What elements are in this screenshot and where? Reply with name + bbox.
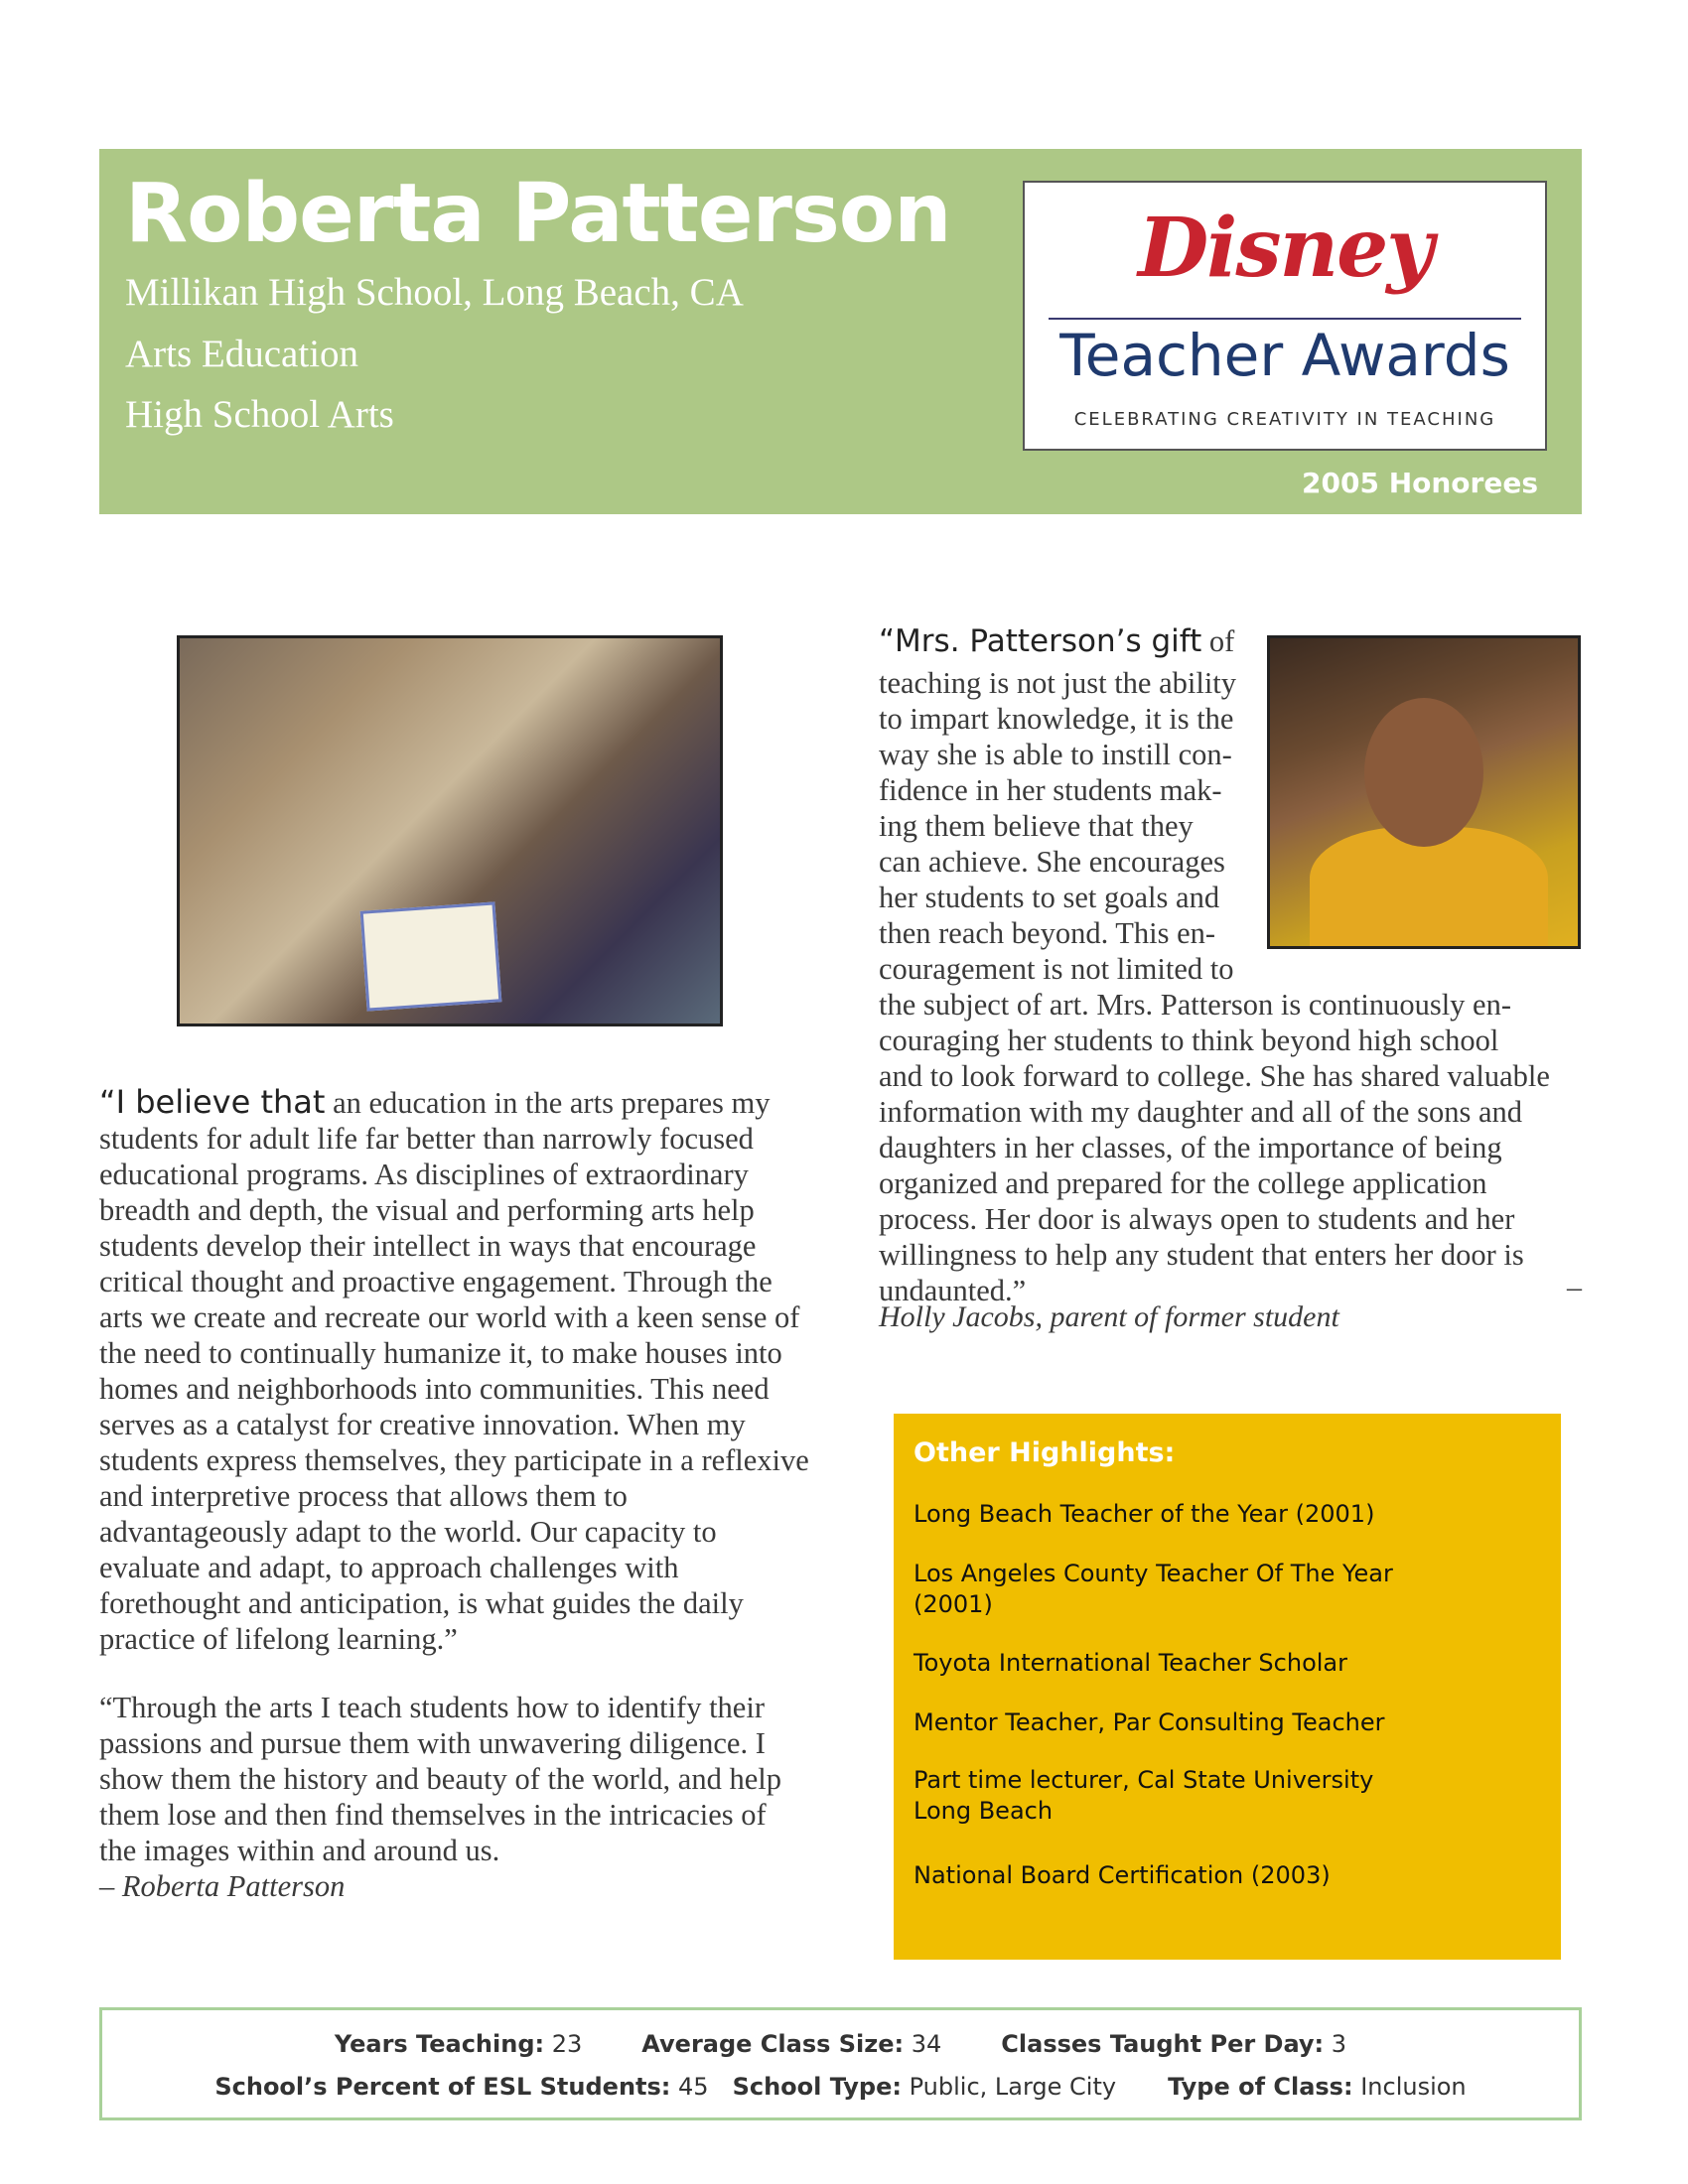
parent-quote-line: organized and prepared for the college application	[879, 1166, 1487, 1200]
teacher-name: Roberta Patterson	[125, 167, 951, 261]
parent-quote-line: then reach beyond. This en-	[879, 916, 1216, 950]
teacher-quote	[99, 1084, 809, 1657]
parent-quote-line: couragement is not limited to	[879, 952, 1234, 986]
classes-per-day-value: 3	[1331, 2030, 1347, 2058]
school-name: Millikan High School, Long Beach, CA	[125, 271, 744, 314]
esl-percent-value: 45	[678, 2073, 709, 2101]
teacher-quote-lead: “I believe that	[99, 1083, 326, 1121]
parent-quote-attribution: Holly Jacobs, parent of former student	[879, 1300, 1339, 1333]
parent-quote-line: couraging her students to think beyond high school	[879, 1024, 1499, 1057]
class-type-label: Type of Class:	[1168, 2073, 1353, 2101]
teacher-quote-text-2: “Through the arts I teach students how to identify their passions and pursue them with unwavering diligence. I show them the history and beauty of the world, and help them lose and then find themselves in the intricacies of the images within and around us.	[99, 1691, 781, 1867]
parent-quote-line	[879, 623, 1234, 659]
parent-quote-lead: “Mrs. Patterson’s gift	[879, 623, 1202, 659]
class-size-value: 34	[911, 2030, 942, 2058]
subject: Arts Education	[125, 333, 359, 375]
highlight-item: Long Beach Teacher of the Year (2001)	[914, 1500, 1375, 1528]
parent-quote-line: daughters in her classes, of the importance of being	[879, 1131, 1502, 1164]
header-banner	[99, 149, 1582, 514]
classes-per-day-label: Classes Taught Per Day:	[1001, 2030, 1325, 2058]
parent-quote-line: the subject of art. Mrs. Patterson is continuously en-	[879, 988, 1512, 1022]
logo-tagline: CELEBRATING CREATIVITY IN TEACHING	[1073, 409, 1496, 430]
portrait-face	[1364, 698, 1483, 847]
highlight-item: National Board Certification (2003)	[914, 1861, 1331, 1889]
class-type-value: Inclusion	[1360, 2073, 1467, 2101]
class-size-label: Average Class Size:	[641, 2030, 905, 2058]
parent-quote-line: information with my daughter and all of the sons and	[879, 1095, 1522, 1129]
parent-quote-line: can achieve. She encourages	[879, 845, 1225, 879]
highlight-item: Toyota International Teacher Scholar	[914, 1649, 1347, 1677]
parent-quote-line: fidence in her students mak-	[879, 773, 1222, 807]
logo-title: Teacher Awards	[1059, 322, 1510, 389]
parent-quote-line: and to look forward to college. She has shared valuable	[879, 1059, 1550, 1093]
teacher-quote-text: an education in the arts prepares my students for adult life far better than narrowly focused educational programs. As disciplines of extraordinary breadth and depth, the visual and performing arts help students develop their intellect in ways that encourage critical thought and proactive engagement. Through the arts we create and recreate our world with a keen sense of the need to continually humanize it, to make houses into homes and neighborhoods into communities. This need serves as a catalyst for creative innovation. When my students express themselves, they participate in a reflexive and interpretive process that allows them to advantageously adapt to the world. Our capacity to evaluate and adapt, to approach challenges with forethought and anticipation, is what guides the daily practice of lifelong learning.”	[99, 1086, 809, 1656]
category: High School Arts	[125, 393, 394, 436]
teacher-quote-2	[99, 1690, 809, 1904]
other-highlights-box	[894, 1414, 1561, 1960]
stats-row-2	[102, 2073, 1579, 2101]
highlight-item: Part time lecturer, Cal State University Long Beach	[914, 1766, 1374, 1825]
years-teaching-label: Years Teaching:	[334, 2030, 545, 2058]
parent-quote-line: undaunted.”	[879, 1274, 1027, 1307]
parent-quote-line: way she is able to instill con-	[879, 738, 1232, 771]
disney-logo-text: Disney	[1138, 201, 1432, 296]
school-type-label: School Type:	[732, 2073, 902, 2101]
school-type-value: Public, Large City	[909, 2073, 1117, 2101]
highlight-item: Mentor Teacher, Par Consulting Teacher	[914, 1708, 1385, 1736]
parent-quote-line-text: of	[1201, 624, 1235, 658]
certificate	[360, 901, 502, 1011]
esl-percent-label: School’s Percent of ESL Students:	[214, 2073, 671, 2101]
parent-quote-line: ing them believe that they	[879, 809, 1194, 843]
parent-quote-line: her students to set goals and	[879, 881, 1220, 914]
teacher-signature: – Roberta Patterson	[99, 1869, 346, 1903]
logo-divider	[1049, 318, 1521, 320]
stats-box	[99, 2007, 1582, 2120]
group-photo	[177, 635, 723, 1026]
teacher-portrait-photo	[1267, 635, 1581, 949]
disney-teacher-awards-logo	[1023, 181, 1547, 451]
parent-quote-line: teaching is not just the ability	[879, 666, 1237, 700]
honorees-label: 2005 Honorees	[1302, 467, 1538, 499]
years-teaching-value: 23	[551, 2030, 583, 2058]
parent-quote-line: willingness to help any student that enters her door is	[879, 1238, 1524, 1272]
parent-quote-line: process. Her door is always open to students and her	[879, 1202, 1515, 1236]
stats-row-1	[102, 2030, 1579, 2058]
highlight-item: Los Angeles County Teacher Of The Year (2001)	[914, 1560, 1393, 1618]
highlights-title: Other Highlights:	[914, 1437, 1176, 1468]
parent-quote-dash: –	[1567, 1271, 1582, 1303]
parent-quote-line: to impart knowledge, it is the	[879, 702, 1234, 736]
